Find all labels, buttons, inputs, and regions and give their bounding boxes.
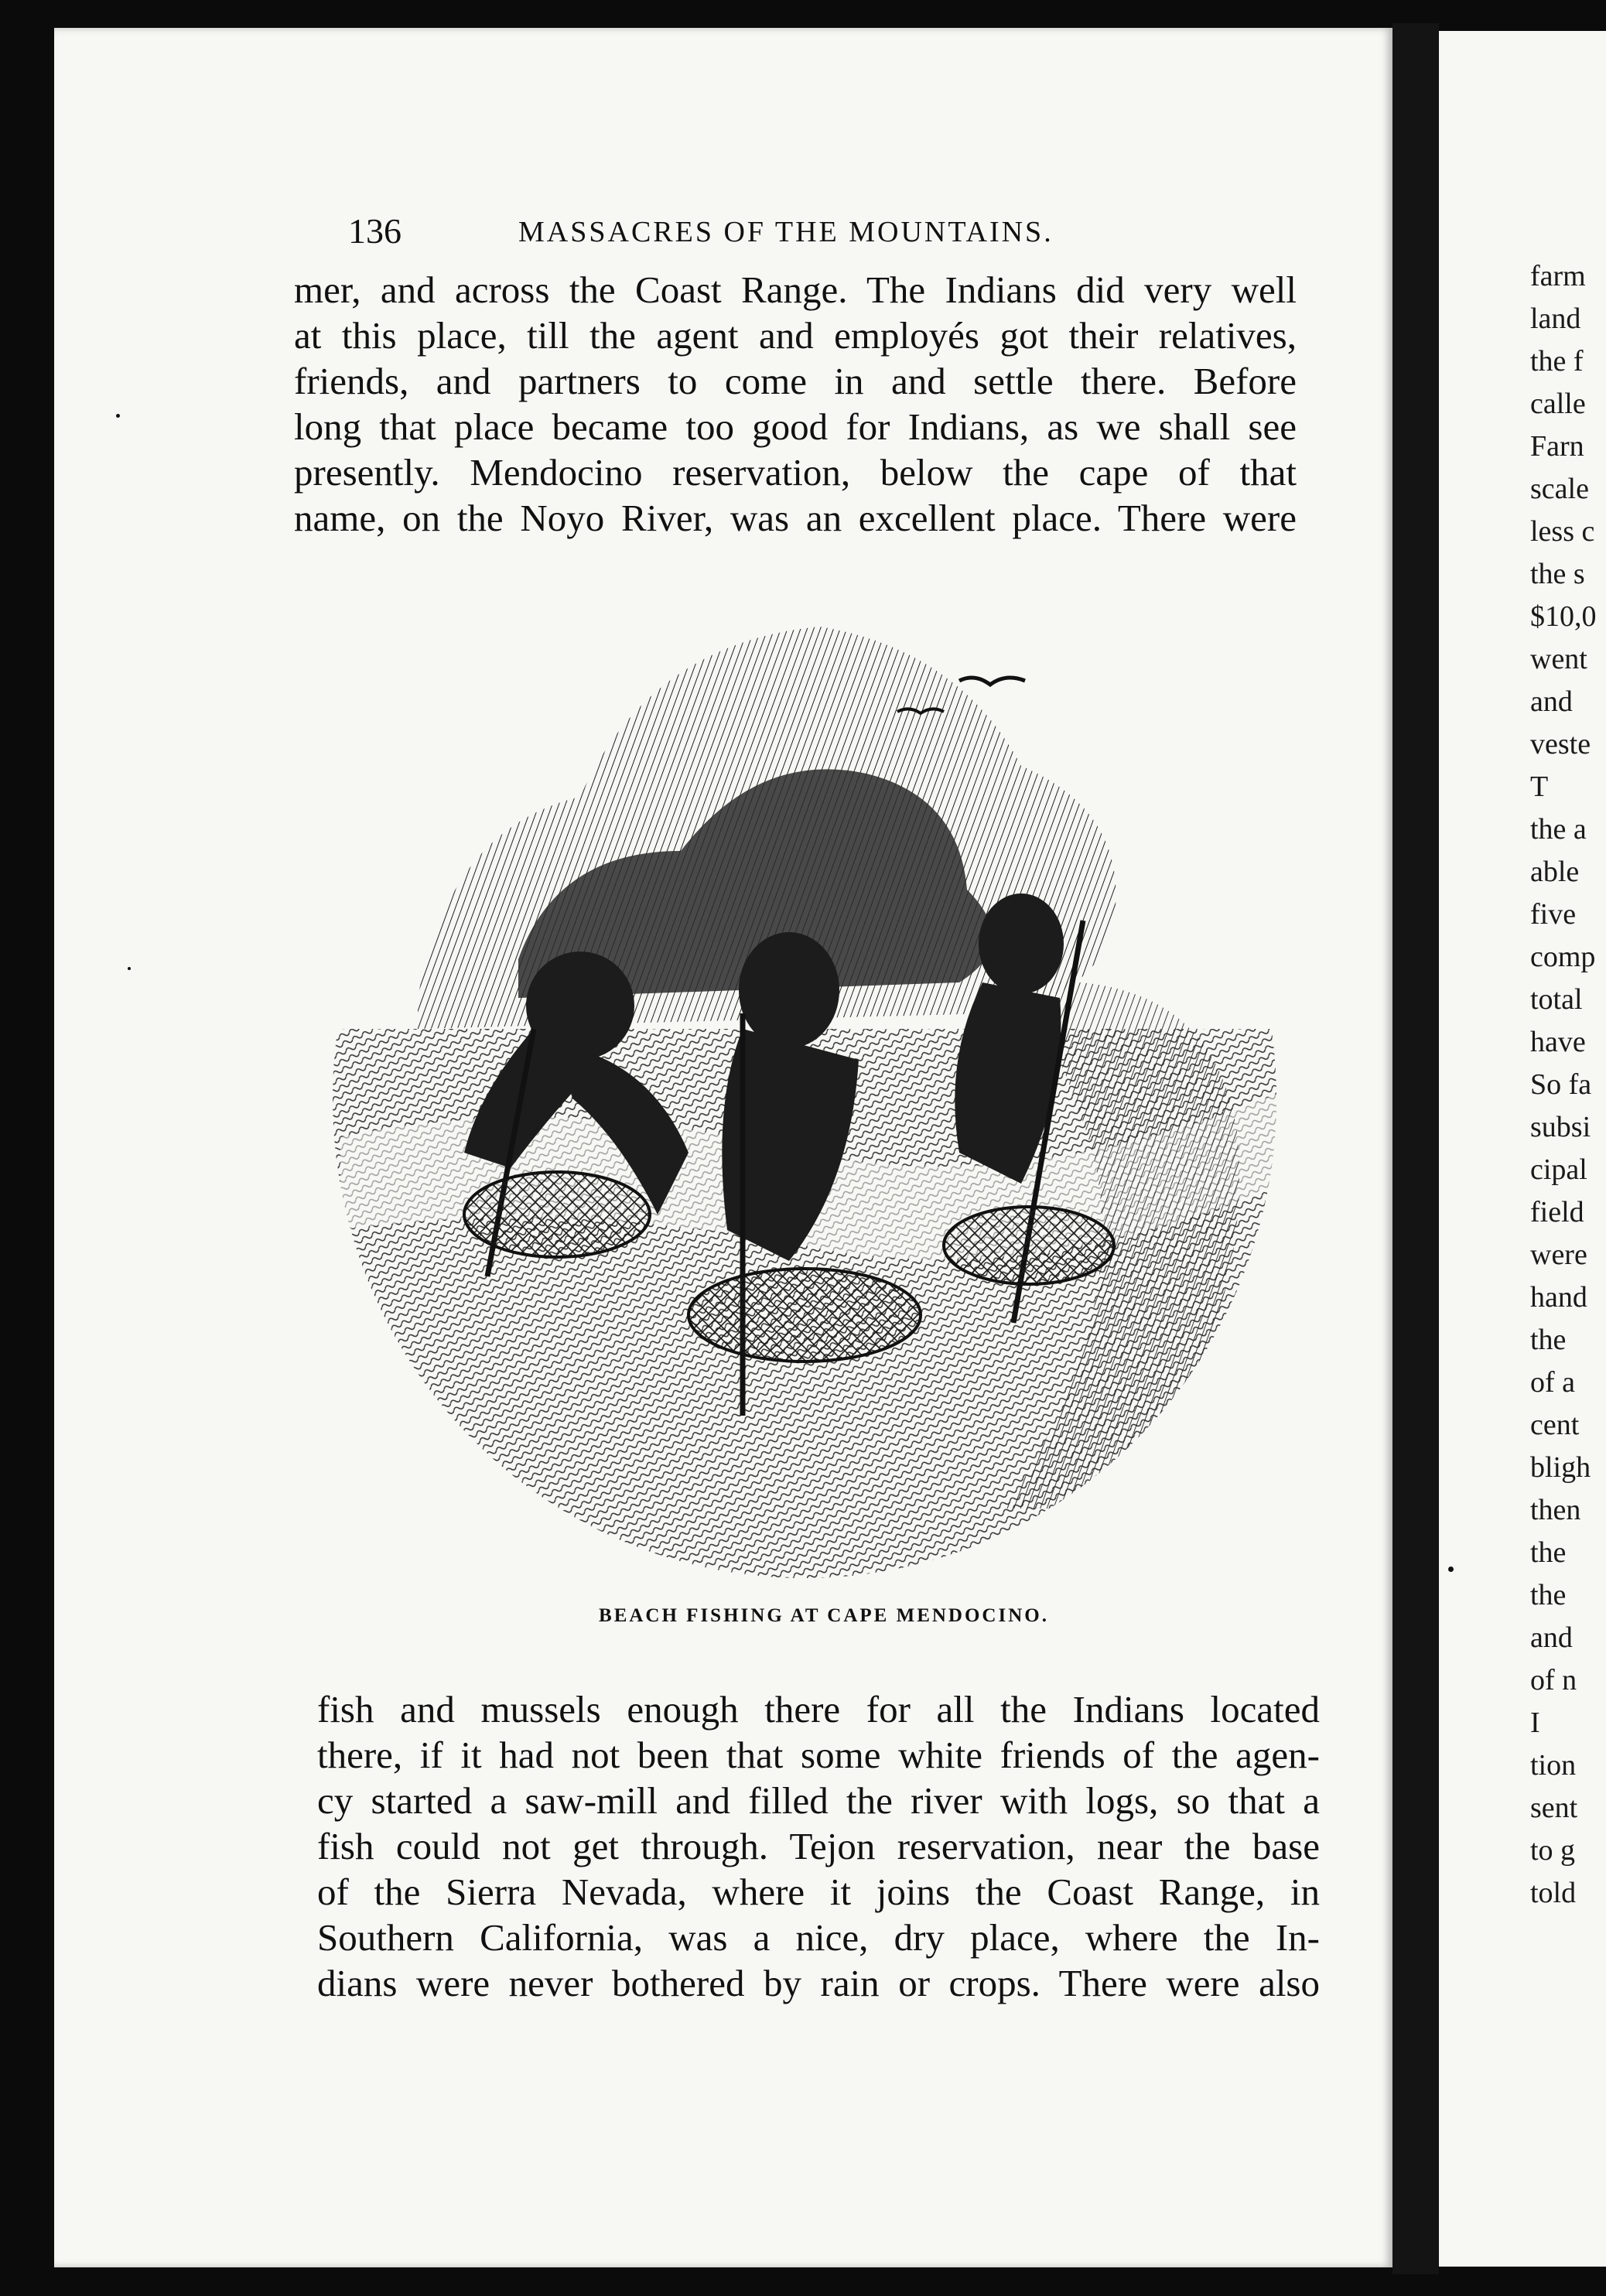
right-page-fragment: then: [1530, 1494, 1581, 1526]
text-line: presently. Mendocino reservation, below the cape of that: [294, 451, 1297, 494]
text-line: fish could not get through. Tejon reservation, near the base: [317, 1825, 1320, 1867]
text-line: dians were never bothered by rain or crops. There were also: [317, 1962, 1320, 2004]
right-page-fragment: to g: [1530, 1834, 1576, 1867]
right-page-fragment: field: [1530, 1196, 1584, 1228]
right-page-fragment: I: [1530, 1707, 1540, 1739]
illustration-caption: BEACH FISHING AT CAPE MENDOCINO.: [599, 1605, 1049, 1626]
right-page-fragment: less c: [1530, 515, 1595, 548]
right-page-fragment: cipal: [1530, 1153, 1587, 1186]
right-page-fragment: the: [1530, 1579, 1567, 1611]
right-page-fragment: the s: [1530, 558, 1585, 590]
scan-speck: [116, 414, 120, 418]
right-page-fragment: able: [1530, 856, 1580, 888]
text-line: friends, and partners to come in and settle there. Before: [294, 360, 1297, 402]
right-page-fragment: scale: [1530, 473, 1589, 505]
text-line: cy started a saw-mill and filled the river with logs, so that a: [317, 1779, 1320, 1822]
right-page-fragment: bligh: [1530, 1451, 1591, 1484]
text-line: at this place, till the agent and employés got their relatives,: [294, 314, 1297, 357]
text-line: fish and mussels enough there for all the Indians located: [317, 1688, 1320, 1731]
engraving-illustration: [325, 596, 1284, 1578]
text-line: mer, and across the Coast Range. The Indians did very well: [294, 268, 1297, 311]
text-line: there, if it had not been that some white friends of the agen-: [317, 1734, 1320, 1776]
right-page-fragment: veste: [1530, 728, 1591, 760]
right-page-fragment: were: [1530, 1239, 1587, 1271]
right-page-fragment: told: [1530, 1877, 1577, 1909]
right-page-fragment: of n: [1530, 1664, 1577, 1696]
right-page-fragment: the: [1530, 1324, 1567, 1356]
text-line: Southern California, was a nice, dry place, where the In-: [317, 1916, 1320, 1959]
scan-speck: [1448, 1567, 1454, 1572]
running-head: MASSACRES OF THE MOUNTAINS.: [518, 216, 1054, 248]
right-page-text-fragments: [1530, 255, 1597, 1915]
right-page-fragment: have: [1530, 1026, 1586, 1058]
page-header: [54, 210, 1392, 265]
right-page-fragment: cent: [1530, 1409, 1580, 1441]
text-line: long that place became too good for Indians, as we shall see: [294, 405, 1297, 448]
right-page-fragment: the a: [1530, 813, 1587, 846]
right-page-fragment: the: [1530, 1536, 1567, 1569]
right-page-fragment: hand: [1530, 1281, 1587, 1314]
right-page-fragment: of a: [1530, 1366, 1576, 1399]
text-line: of the Sierra Nevada, where it joins the Coast Range, in: [317, 1871, 1320, 1913]
right-page-fragment: went: [1530, 643, 1587, 675]
body-text-top: [294, 267, 1297, 541]
right-page-fragment: T: [1530, 770, 1549, 803]
right-page-fragment: subsi: [1530, 1111, 1591, 1143]
page-number: 136: [348, 211, 402, 251]
right-page-fragment: Farn: [1530, 430, 1584, 463]
right-page-fragment: $10,0: [1530, 600, 1597, 633]
right-page-fragment: sent: [1530, 1792, 1578, 1824]
right-page-fragment: five: [1530, 898, 1577, 931]
right-page-fragment: the f: [1530, 345, 1584, 378]
scan-speck: [128, 967, 131, 970]
right-page-fragment: total: [1530, 983, 1583, 1016]
right-page-fragment: land: [1530, 302, 1581, 335]
right-page-fragment: So fa: [1530, 1068, 1592, 1101]
right-page-fragment: comp: [1530, 941, 1596, 973]
body-text-bottom: [317, 1686, 1320, 2006]
book-gutter: [1392, 23, 1439, 2274]
text-line: name, on the Noyo River, was an excellent place. There were: [294, 497, 1297, 539]
right-page-fragment: tion: [1530, 1749, 1577, 1782]
right-page-fragment: and: [1530, 685, 1573, 718]
right-page-fragment: and: [1530, 1621, 1573, 1654]
right-page-fragment: farm: [1530, 260, 1586, 292]
right-page-fragment: calle: [1530, 388, 1586, 420]
